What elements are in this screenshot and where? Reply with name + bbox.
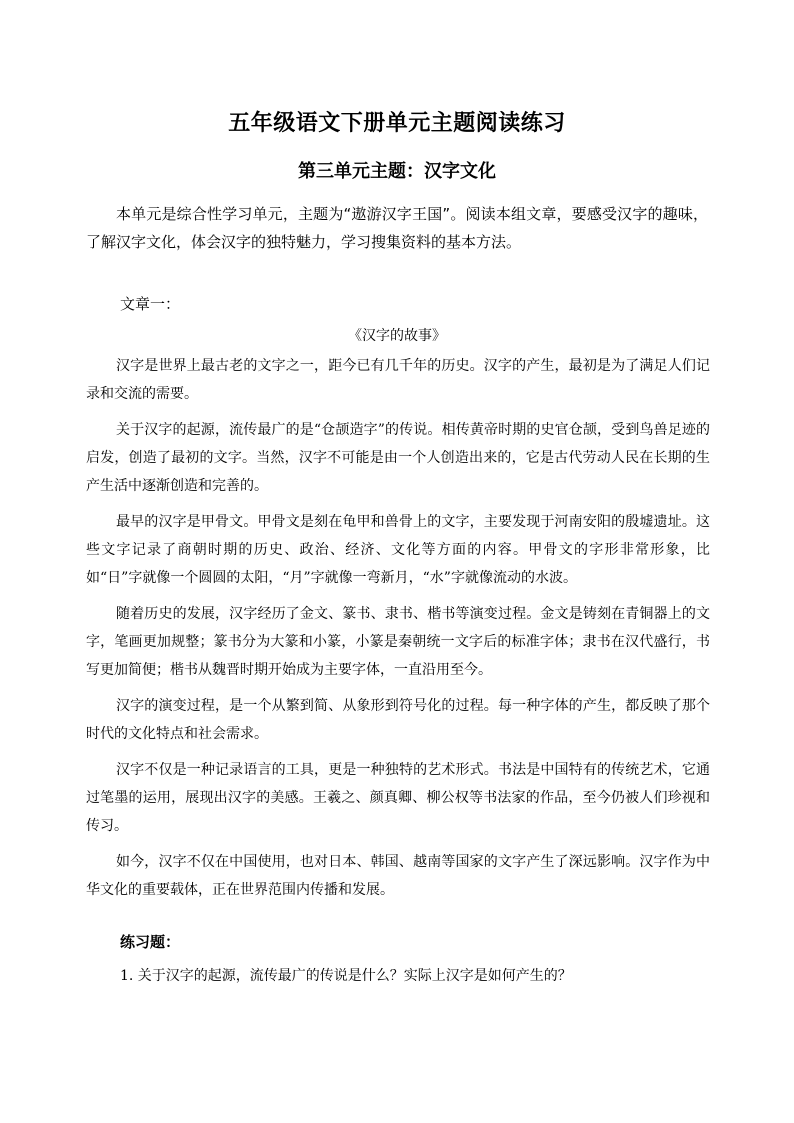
exercise-question: 1. 关于汉字的起源，流传最广的传说是什么？实际上汉字是如何产生的？ [120, 968, 572, 984]
unit-intro: 本单元是综合性学习单元，主题为“遨游汉字王国”。阅读本组文章，要感受汉字的趣味，了解汉字文化，体会汉字的独特魅力，学习搜集资料的基本方法。 [86, 205, 708, 251]
article-title: 《汉字的故事》 [348, 328, 446, 344]
article-paragraph: 汉字的演变过程，是一个从繁到简、从象形到符号化的过程。每一种字体的产生，都反映了那个时代的文化特点和社会需求。 [86, 698, 710, 742]
article-body [86, 352, 710, 912]
article-paragraph: 最早的汉字是甲骨文。甲骨文是刻在龟甲和兽骨上的文字，主要发现于河南安阳的殷墟遗址。这些文字记录了商朝时期的历史、政治、经济、文化等方面的内容。甲骨文的字形非常形象，比如“日”字就像一个圆圆的太阳，“月”字就像一弯新月，“水”字就像流动的水波。 [86, 514, 710, 586]
article-paragraph: 关于汉字的起源，流传最广的是“仓颉造字”的传说。相传黄帝时期的史官仓颉，受到鸟兽足迹的启发，创造了最初的文字。当然，汉字不可能是由一个人创造出来的，它是古代劳动人民在长期的生产生活中逐渐创造和完善的。 [86, 422, 710, 494]
unit-subtitle: 第三单元主题：汉字文化 [298, 161, 496, 182]
article-paragraph: 汉字是世界上最古老的文字之一，距今已有几千年的历史。汉字的产生，最初是为了满足人们记录和交流的需要。 [86, 358, 710, 402]
exercise-heading: 练习题： [120, 933, 181, 951]
article-paragraph: 汉字不仅是一种记录语言的工具，更是一种独特的艺术形式。书法是中国特有的传统艺术，它通过笔墨的运用，展现出汉字的美感。王羲之、颜真卿、柳公权等书法家的作品，至今仍被人们珍视和传习。 [86, 762, 710, 834]
article-paragraph: 随着历史的发展，汉字经历了金文、篆书、隶书、楷书等演变过程。金文是铸刻在青铜器上的文字，笔画更加规整；篆书分为大篆和小篆，小篆是秦朝统一文字后的标准字体；隶书在汉代盛行，书写更加简便；楷书从魏晋时期开始成为主要字体，一直沿用至今。 [86, 606, 710, 678]
article-label: 文章一： [120, 295, 181, 313]
article-paragraph: 如今，汉字不仅在中国使用，也对日本、韩国、越南等国家的文字产生了深远影响。汉字作为中华文化的重要载体，正在世界范围内传播和发展。 [86, 854, 710, 898]
document-title: 五年级语文下册单元主题阅读练习 [228, 111, 566, 136]
